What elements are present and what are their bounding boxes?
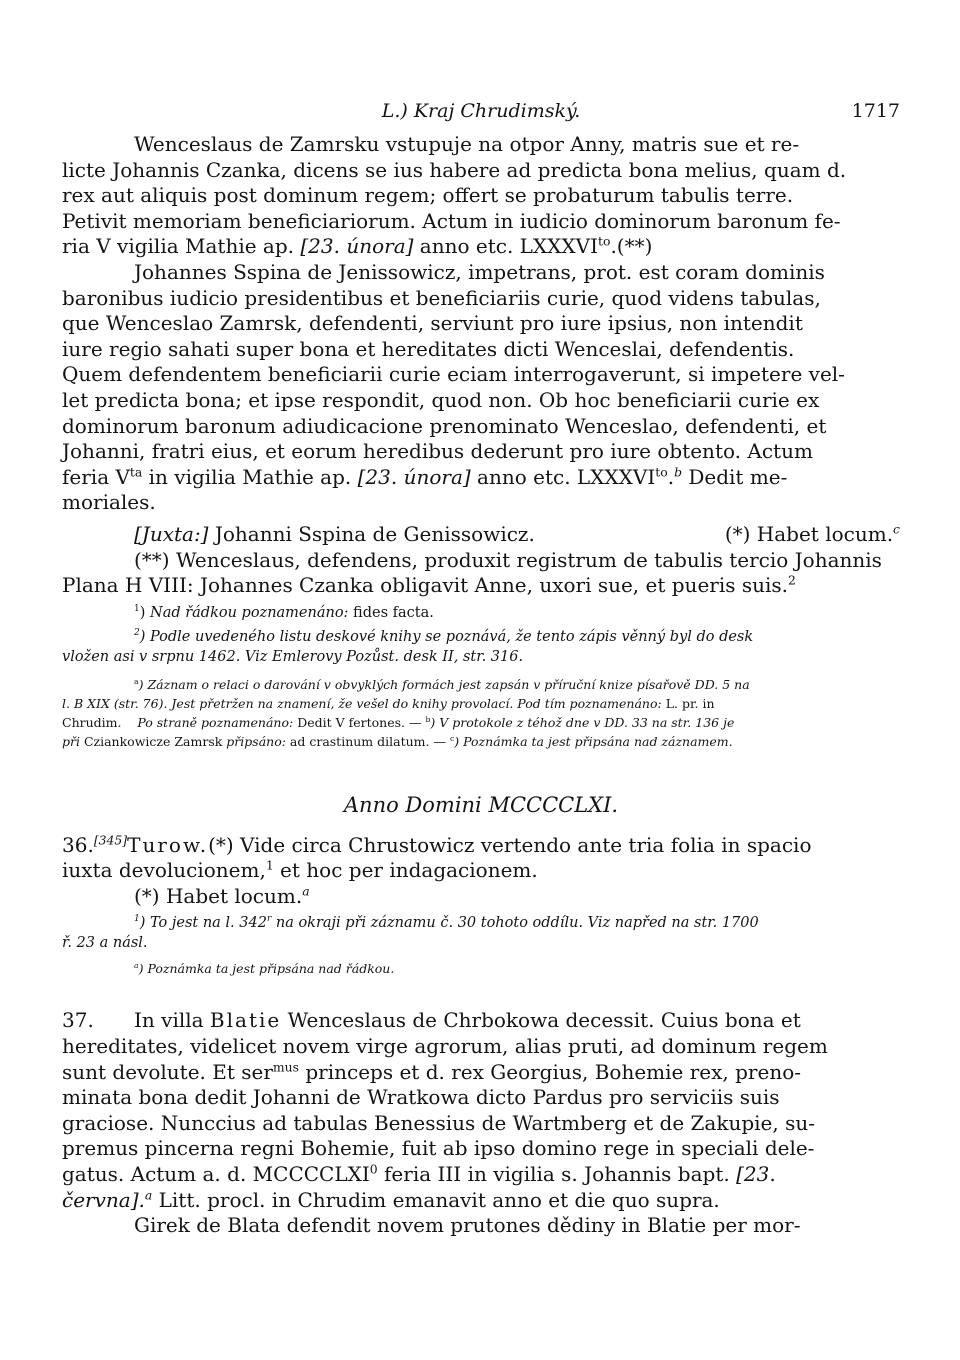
date-gloss: [23.	[736, 1162, 776, 1187]
footnote-ref: b	[674, 464, 682, 480]
text-run: Johanni Sspina de Genissowicz.	[208, 521, 535, 546]
entry-36	[62, 833, 900, 910]
entry-37-line	[62, 1188, 900, 1214]
text-run: Dedit V fertones.	[293, 714, 405, 730]
text-run: ) Záznam o relaci o darování v obvyklých formách jest zapsán v příruční knize písařově DD. 5 na	[138, 676, 750, 692]
entry-35-line: Quem defendentem beneficiarii curie eciam interrogaverunt, si impetere vel-	[62, 362, 845, 387]
entry-35	[62, 132, 900, 599]
text-run: gatus. Actum a. d. MCCCCLXI	[62, 1162, 370, 1187]
entry-35-line: rex aut aliquis post dominum regem; offert se probaturum tabulis terre.	[62, 183, 794, 208]
text-run: —	[429, 733, 450, 749]
superscript: 0	[369, 1161, 378, 1177]
text-run: (*) Vide circa Chrustowicz vertendo ante tria folia in spacio	[208, 832, 812, 857]
text-run: sunt devolute. Et ser	[62, 1059, 273, 1084]
entry-35-line: Wenceslaus de Zamrsku vstupuje na otpor Anny, matris sue et re-	[134, 132, 800, 156]
section-title: Anno Domini MCCCCLXI.	[343, 792, 619, 817]
entry-37-line	[62, 1162, 900, 1188]
text-run: ) V protokole z téhož dne v DD. 33 na str. 136 je	[430, 714, 735, 730]
footnote-mark: 2	[134, 627, 140, 638]
entry-number: 36.	[62, 832, 94, 857]
entry-36-line	[62, 833, 900, 859]
page-number: 1717	[851, 100, 900, 122]
text-run: L. pr. in	[661, 695, 715, 711]
entry-35-line: baronibus iudicio presidentibus et beneficiariis curie, quod videns tabulas,	[62, 285, 821, 310]
text-run: fides facta.	[348, 604, 434, 621]
footnote-mark: 1	[134, 914, 140, 925]
text-run: ) Podle uvedeného listu deskové knihy se poznává, že tento zápis věnný byl do desk	[139, 628, 754, 645]
text-run: .	[667, 464, 675, 489]
text-run: (*) Habet locum.	[724, 521, 894, 546]
text-run: feria V	[62, 464, 130, 489]
superscript: r	[266, 914, 272, 925]
date-gloss: června].	[62, 1187, 145, 1212]
entry-35-line: Johanni, fratri eius, et eorum heredibus dederunt pro iure obtento. Actum	[62, 439, 813, 464]
text-run: při	[62, 733, 80, 749]
text-run: anno etc. LXXXVI	[470, 464, 656, 489]
page-header	[62, 100, 900, 132]
text-run: .(**)	[610, 234, 653, 259]
place-name: Blatie	[209, 1008, 282, 1033]
entry-number: 37.	[62, 1008, 94, 1033]
text-run: et hoc per indagacionem.	[273, 858, 538, 883]
footnote	[62, 627, 900, 647]
text-run: ria V vigilia Mathie ap.	[62, 234, 301, 259]
text-run: l. B XIX (str. 76). Jest přetržen na znamení, že vešel do knihy provolací. Pod tím poznamenáno:	[62, 695, 662, 711]
footnote	[62, 603, 900, 623]
text-run: Nad řádkou poznamenáno:	[150, 604, 349, 621]
text-run: —	[405, 714, 426, 730]
footnote-mark: a	[134, 676, 139, 686]
text-run: feria III in vigilia s. Johannis bapt.	[377, 1162, 737, 1187]
entry-37	[62, 1008, 900, 1238]
text-run: Cziankowicze Zamrsk	[79, 733, 227, 749]
date-gloss: [23. února]	[357, 464, 471, 489]
text-run: In villa	[134, 1008, 210, 1033]
superscript: mus	[272, 1059, 300, 1074]
note-line	[62, 573, 900, 599]
entry-37-line: Girek de Blata defendit novem prutones dědiny in Blatie per mor-	[134, 1213, 801, 1238]
text-run: Po straně poznamenáno:	[121, 714, 294, 730]
document-page	[62, 100, 900, 1239]
entry-35-line: moriales.	[62, 490, 156, 515]
footnote-ref: a	[302, 883, 310, 899]
entry-35-line: Johannes Sspina de Jenissowicz, impetrans, prot. est coram dominis	[134, 259, 825, 284]
text-run: Chrudim.	[62, 714, 122, 730]
footnote-ref: a	[144, 1186, 153, 1202]
entry-35-line: licte Johannis Czanka, dicens se ius habere ad predicta bona melius, quam d.	[62, 157, 847, 182]
entry-36-line	[62, 884, 900, 910]
footnote	[62, 694, 900, 713]
entry-37-line	[62, 1060, 900, 1086]
entry-35-line	[62, 465, 900, 491]
text-run: na okraji při záznamu č. 30 tohoto oddílu. Viz napřed na str. 1700	[271, 915, 759, 932]
footnotes-35	[62, 603, 900, 751]
footnote-mark: a	[134, 961, 139, 971]
text-run: Dedit me-	[682, 464, 788, 489]
juxta-line	[62, 522, 900, 548]
date-gloss: [23. února]	[300, 234, 414, 259]
superscript: ta	[129, 464, 143, 480]
footnote	[62, 713, 900, 732]
text-run: princeps et d. rex Georgius, Bohemie rex, preno-	[299, 1059, 802, 1084]
text-run: in vigilia Mathie ap.	[142, 464, 358, 489]
footnote	[62, 675, 900, 694]
text-run: ) Poznámka ta jest připsána nad řádkou.	[138, 961, 395, 977]
footnote-ref: c	[893, 521, 900, 537]
superscript: to	[598, 233, 611, 249]
footnote: vložen asi v srpnu 1462. Viz Emlerovy Pozůst. desk II, str. 316.	[62, 648, 524, 665]
footnote-mark: 1	[134, 603, 140, 614]
entry-37-line	[62, 1008, 900, 1034]
text-run: ) Poznámka ta jest připsána nad záznamem.	[454, 733, 733, 749]
text-run: Wenceslaus de Chrbokowa decessit. Cuius bona et	[281, 1008, 801, 1033]
entry-35-line: dominorum baronum adiudicacione prenominato Wenceslao, defendenti, et	[62, 413, 827, 438]
entry-37-line: minata bona dedit Johanni de Wratkowa dicto Pardus pro serviciis suis	[62, 1085, 780, 1110]
footnote-mark: c	[449, 733, 455, 743]
juxta-label: [Juxta:]	[134, 521, 209, 546]
entry-35-line: iure regio sahati super bona et hereditates dicti Wenceslai, defendentis.	[62, 336, 795, 361]
footnote-ref: 2	[788, 572, 796, 588]
text-run: Litt. procl. in Chrudim emanavit anno et die quo supra.	[152, 1187, 720, 1212]
text-run: připsáno:	[226, 733, 286, 749]
footnote-ref: 1	[265, 857, 274, 873]
footnote	[62, 959, 900, 978]
entry-37-line: hereditates, videlicet novem virge agrorum, alias pruti, ad dominum regem	[62, 1034, 828, 1059]
entry-36-line	[62, 858, 900, 884]
entry-name: Turow.	[127, 832, 209, 857]
text-run: Plana H VIII: Johannes Czanka obligavit Anne, uxori sue, et pueris suis.	[62, 573, 789, 598]
entry-35-line	[62, 234, 900, 260]
text-run: ad crastinum dilatum.	[285, 733, 430, 749]
text-run: )	[139, 604, 150, 621]
habet-locum	[653, 522, 900, 548]
running-head: L.) Kraj Chrudimský.	[381, 100, 581, 122]
entry-35-line: que Wenceslao Zamrsk, defendenti, serviunt pro iure ipsius, non intendit	[62, 311, 803, 336]
note-line: (**) Wenceslaus, defendens, produxit registrum de tabulis tercio Johannis	[134, 547, 882, 572]
folio-mark: [345]	[93, 832, 128, 848]
superscript: to	[655, 464, 668, 480]
entry-37-line: premus pincerna regni Bohemie, fuit ab ipso domino rege in speciali dele-	[62, 1136, 815, 1161]
footnotes-36	[62, 913, 900, 978]
text-run: anno etc. LXXXVI	[413, 234, 598, 259]
entry-35-line: let predicta bona; et ipse respondit, quod non. Ob hoc beneficiarii curie ex	[62, 387, 820, 412]
entry-35-line: Petivit memoriam beneficiariorum. Actum in iudicio dominorum baronum fe-	[62, 208, 841, 233]
text-run: iuxta devolucionem,	[62, 858, 266, 883]
footnote	[62, 732, 900, 751]
footnote: ř. 23 a násl.	[62, 935, 148, 952]
text-run: (*) Habet locum.	[134, 883, 303, 908]
footnote	[62, 913, 900, 933]
footnote-mark: b	[425, 714, 431, 724]
entry-37-line: graciose. Nunccius ad tabulas Benessius de Wartmberg et de Zakupie, su-	[62, 1110, 816, 1135]
text-run: ) To jest na l. 342	[139, 915, 267, 932]
